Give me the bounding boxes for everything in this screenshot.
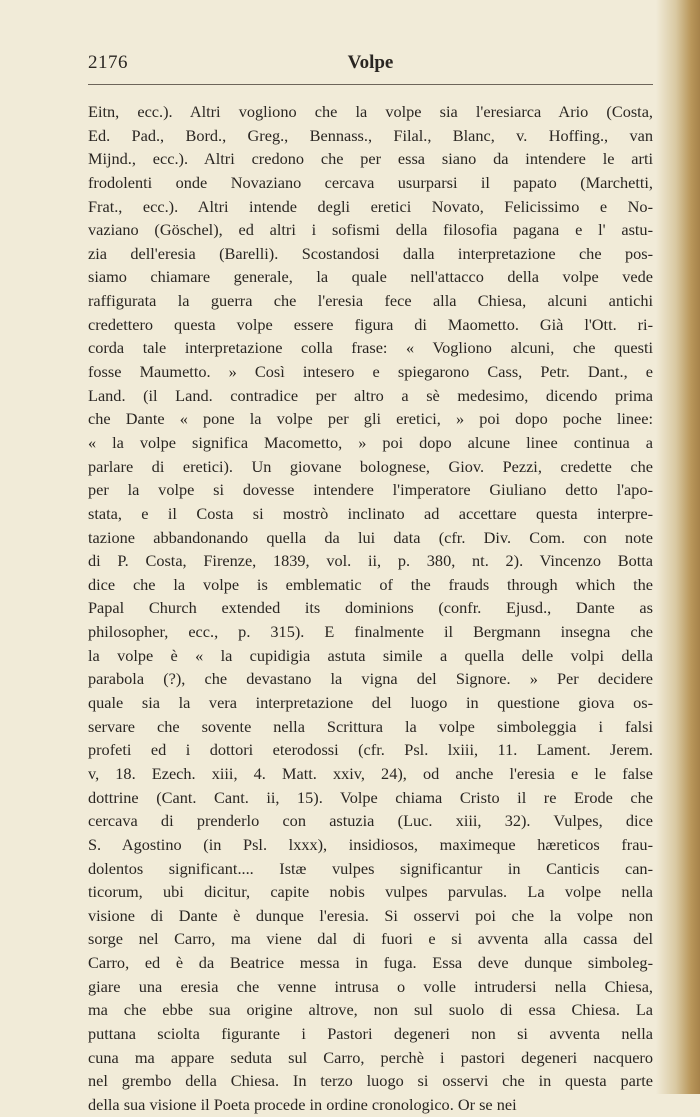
text-line: sorge nel Carro, ma viene dal di fuori e si avventa alla cassa del [88,929,653,949]
text-line: stata, e il Costa si mostrò inclinato ad accettare questa interpre- [88,503,653,523]
text-line: profeti ed i dottori eterodossi (cfr. Psl. lxiii, 11. Lament. Jerem. [88,740,653,760]
text-line: dice che la volpe is emblematic of the frauds through which the [88,574,653,594]
text-line: philosopher, ecc., p. 315). E finalmente il Bergmann insegna che [88,622,653,642]
text-line: Land. (il Land. contradice per altro a sè medesimo, dicendo prima [88,385,653,405]
text-line: S. Agostino (in Psl. lxxx), insidiosos, maximeque hæreticos frau- [88,834,653,854]
text-line: per la volpe si dovesse intendere l'imperatore Giuliano detto l'apo- [88,480,653,500]
text-line: parabola (?), che devastano la vigna del Signore. » Per decidere [88,669,653,689]
text-line: zia dell'eresia (Barelli). Scostandosi dalla interpretazione che pos- [88,243,653,263]
page-header [88,52,653,82]
text-line: servare che sovente nella Scrittura la volpe simboleggia i falsi [88,716,653,736]
text-line: dolentos significant.... Istæ vulpes significantur in Canticis can- [88,858,653,878]
text-line: Eitn, ecc.). Altri vogliono che la volpe sia l'eresiarca Ario (Costa, [88,102,653,121]
text-line: raffigurata la guerra che l'eresia fece alla Chiesa, alcuni antichi [88,291,653,311]
text-line: parlare di eretici). Un giovane bolognese, Giov. Pezzi, credette che [88,456,653,476]
running-head: Volpe [347,52,394,73]
text-line: di P. Costa, Firenze, 1839, vol. ii, p. 380, nt. 2). Vincenzo Botta [88,551,653,571]
text-line: che Dante « pone la volpe per gli eretici, » poi dopo poche linee: [88,409,653,429]
page-number: 2176 [88,52,128,73]
text-line: la volpe è « la cupidigia astuta simile a quella delle volpi della [88,645,653,665]
text-line: corda tale interpretazione colla frase: « Vogliono alcuni, che questi [88,338,653,358]
text-line: « la volpe significa Macometto, » poi dopo alcune linee continua a [88,432,653,452]
text-line: frodolenti onde Novaziano cercava usurparsi il papato (Marchetti, [88,172,653,192]
page-edge-shadow [656,0,700,1094]
text-line: v, 18. Ezech. xiii, 4. Matt. xxiv, 24), od anche l'eresia e le false [88,763,653,783]
text-line: tazione abbandonando quella da lui data (cfr. Div. Com. con note [88,527,653,547]
text-line: cuna ma appare seduta sul Carro, perchè i pastori degeneri nacquero [88,1047,653,1067]
text-line: vaziano (Göschel), ed altri i sofismi della filosofia pagana e l' astu- [88,220,653,240]
text-line: cercava di prenderlo con astuzia (Luc. xiii, 32). Vulpes, dice [88,811,653,831]
text-line: Carro, ed è da Beatrice messa in fuga. Essa deve dunque simboleg- [88,953,653,973]
text-line: Frat., ecc.). Altri intende degli eretici Novato, Felicissimo e No- [88,196,653,216]
text-line: nel grembo della Chiesa. In terzo luogo si osservi che in questa parte [88,1071,653,1091]
text-line: della sua visione il Poeta procede in ordine cronologico. Or se nei [88,1094,517,1114]
text-line: puttana sciolta figurante i Pastori degeneri non si avventa nella [88,1023,653,1043]
text-line: Mijnd., ecc.). Altri credono che per essa siano da intendere le arti [88,149,653,169]
body-text [88,100,653,1117]
header-rule [88,84,653,85]
text-line: ma che ebbe sua origine altrove, non sul suolo di essa Chiesa. La [88,1000,653,1020]
text-line: quale sia la vera interpretazione del luogo in questione giova os- [88,693,653,713]
text-line: visione di Dante è dunque l'eresia. Si osservi poi che la volpe non [88,905,653,925]
text-line: siamo chiamare generale, la quale nell'attacco della volpe vede [88,267,653,287]
text-line: credettero questa volpe essere figura di Maometto. Già l'Ott. ri- [88,314,653,334]
text-line: giare una eresia che venne intrusa o volle intrudersi nella Chiesa, [88,976,653,996]
text-line: fosse Maumetto. » Così intesero e spiegarono Cass, Petr. Dant., e [88,362,653,382]
text-line: Ed. Pad., Bord., Greg., Bennass., Filal., Blanc, v. Hoffing., van [88,125,653,145]
text-line: ticorum, ubi dicitur, capite nobis vulpes parvulas. La volpe nella [88,882,653,902]
text-line: dottrine (Cant. Cant. ii, 15). Volpe chiama Cristo il re Erode che [88,787,653,807]
text-line: Papal Church extended its dominions (confr. Ejusd., Dante as [88,598,653,618]
